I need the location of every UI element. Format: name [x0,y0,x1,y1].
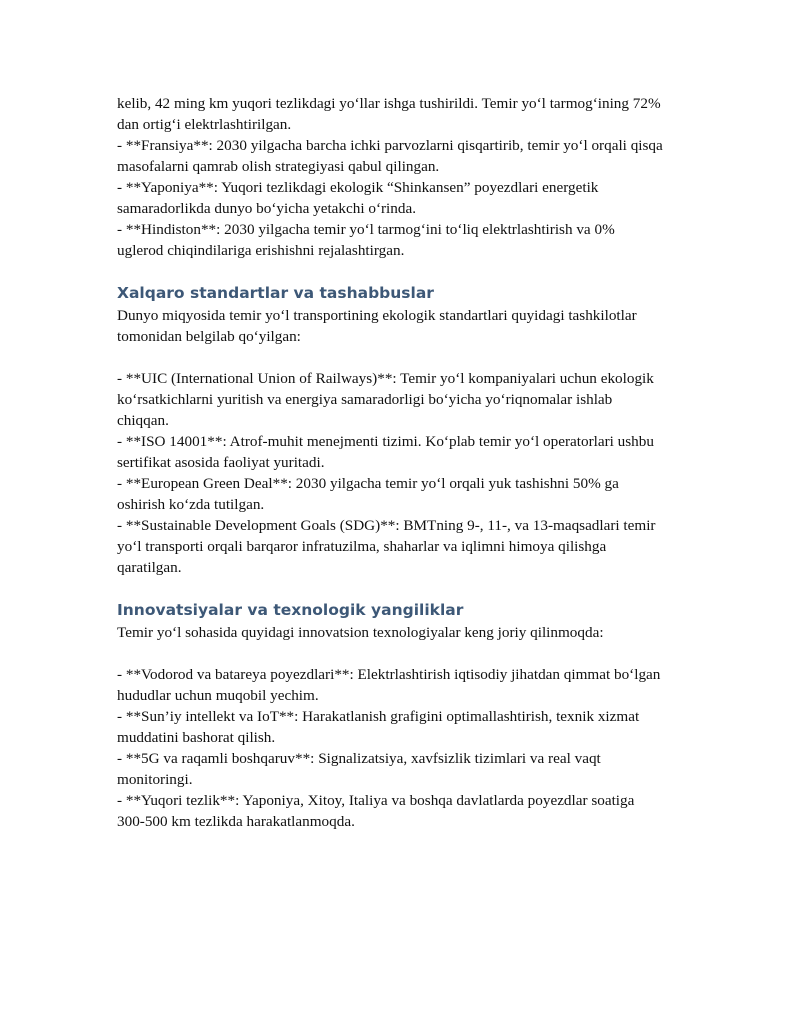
text-line: monitoringi. [117,771,193,788]
text-line: uglerod chiqindilariga erishishni rejalashtirgan. [117,242,405,259]
text-line: yo‘l transporti orqali barqaror infratuzilma, shaharlar va iqlimni himoya qilishga [117,538,607,555]
text-line: Dunyo miqyosida temir yo‘l transportining ekologik standartlari quyidagi tashkilotlar [117,307,637,324]
document-page [117,93,697,832]
list-item-yaponiya: - **Yaponiya**: Yuqori tezlikdagi ekologik “Shinkansen” poyezdlari energetik [117,179,599,196]
text-line: qaratilgan. [117,559,182,576]
list-item-ai-iot: - **Sun’iy intellekt va IoT**: Harakatlanish grafigini optimallashtirish, texnik xizmat [117,708,640,725]
list-item-green-deal: - **European Green Deal**: 2030 yilgacha temir yo‘l orqali yuk tashishni 50% ga [117,475,619,492]
text-line: tomonidan belgilab qo‘yilgan: [117,328,301,345]
text-line: ko‘rsatkichlarni yuritish va energiya samaradorligi bo‘yicha yo‘riqnomalar ishlab [117,391,613,408]
text-line: masofalarni qamrab olish strategiyasi qabul qilingan. [117,158,440,175]
spacer [117,261,697,281]
text-line: 300-500 km tezlikda harakatlanmoqda. [117,813,355,830]
list-item-iso: - **ISO 14001**: Atrof-muhit menejmenti tizimi. Ko‘plab temir yo‘l operatorlari ushbu [117,433,654,450]
list-item-hindiston: - **Hindiston**: 2030 yilgacha temir yo‘l tarmog‘ini to‘liq elektrlashtirish va 0% [117,221,615,238]
text-line: hududlar uchun muqobil yechim. [117,687,319,704]
section-standards [117,281,697,578]
blank-line [117,643,697,664]
blank-line [117,347,697,368]
text-line: Temir yo‘l sohasida quyidagi innovatsion texnologiyalar keng joriy qilinmoqda: [117,624,604,641]
text-line: dan ortig‘i elektrlashtirilgan. [117,116,292,133]
list-item-fransiya: - **Fransiya**: 2030 yilgacha barcha ichki parvozlarni qisqartirib, temir yo‘l orqali qisqa [117,137,663,154]
spacer [117,578,697,598]
text-line: samaradorlikda dunyo bo‘yicha yetakchi o‘rinda. [117,200,417,217]
text-line: kelib, 42 ming km yuqori tezlikdagi yo‘llar ishga tushirildi. Temir yo‘l tarmog‘ining 72% [117,95,661,112]
section-heading: Xalqaro standartlar va tashabbuslar [117,284,434,302]
text-line: oshirish ko‘zda tutilgan. [117,496,265,513]
text-line: sertifikat asosida faoliyat yuritadi. [117,454,325,471]
list-item-vodorod: - **Vodorod va batareya poyezdlari**: Elektrlashtirish iqtisodiy jihatdan qimmat bo‘lgan [117,666,661,683]
text-line: muddatini bashorat qilish. [117,729,276,746]
list-item-uic: - **UIC (International Union of Railways)**: Temir yo‘l kompaniyalari uchun ekologik [117,370,654,387]
list-item-5g: - **5G va raqamli boshqaruv**: Signalizatsiya, xavfsizlik tizimlari va real vaqt [117,750,601,767]
section-innovations [117,598,697,832]
text-line: chiqqan. [117,412,169,429]
intro-paragraph [117,93,697,261]
list-item-high-speed: - **Yuqori tezlik**: Yaponiya, Xitoy, Italiya va boshqa davlatlarda poyezdlar soatiga [117,792,635,809]
section-heading: Innovatsiyalar va texnologik yangiliklar [117,601,464,619]
list-item-sdg: - **Sustainable Development Goals (SDG)**: BMTning 9-, 11-, va 13-maqsadlari temir [117,517,656,534]
